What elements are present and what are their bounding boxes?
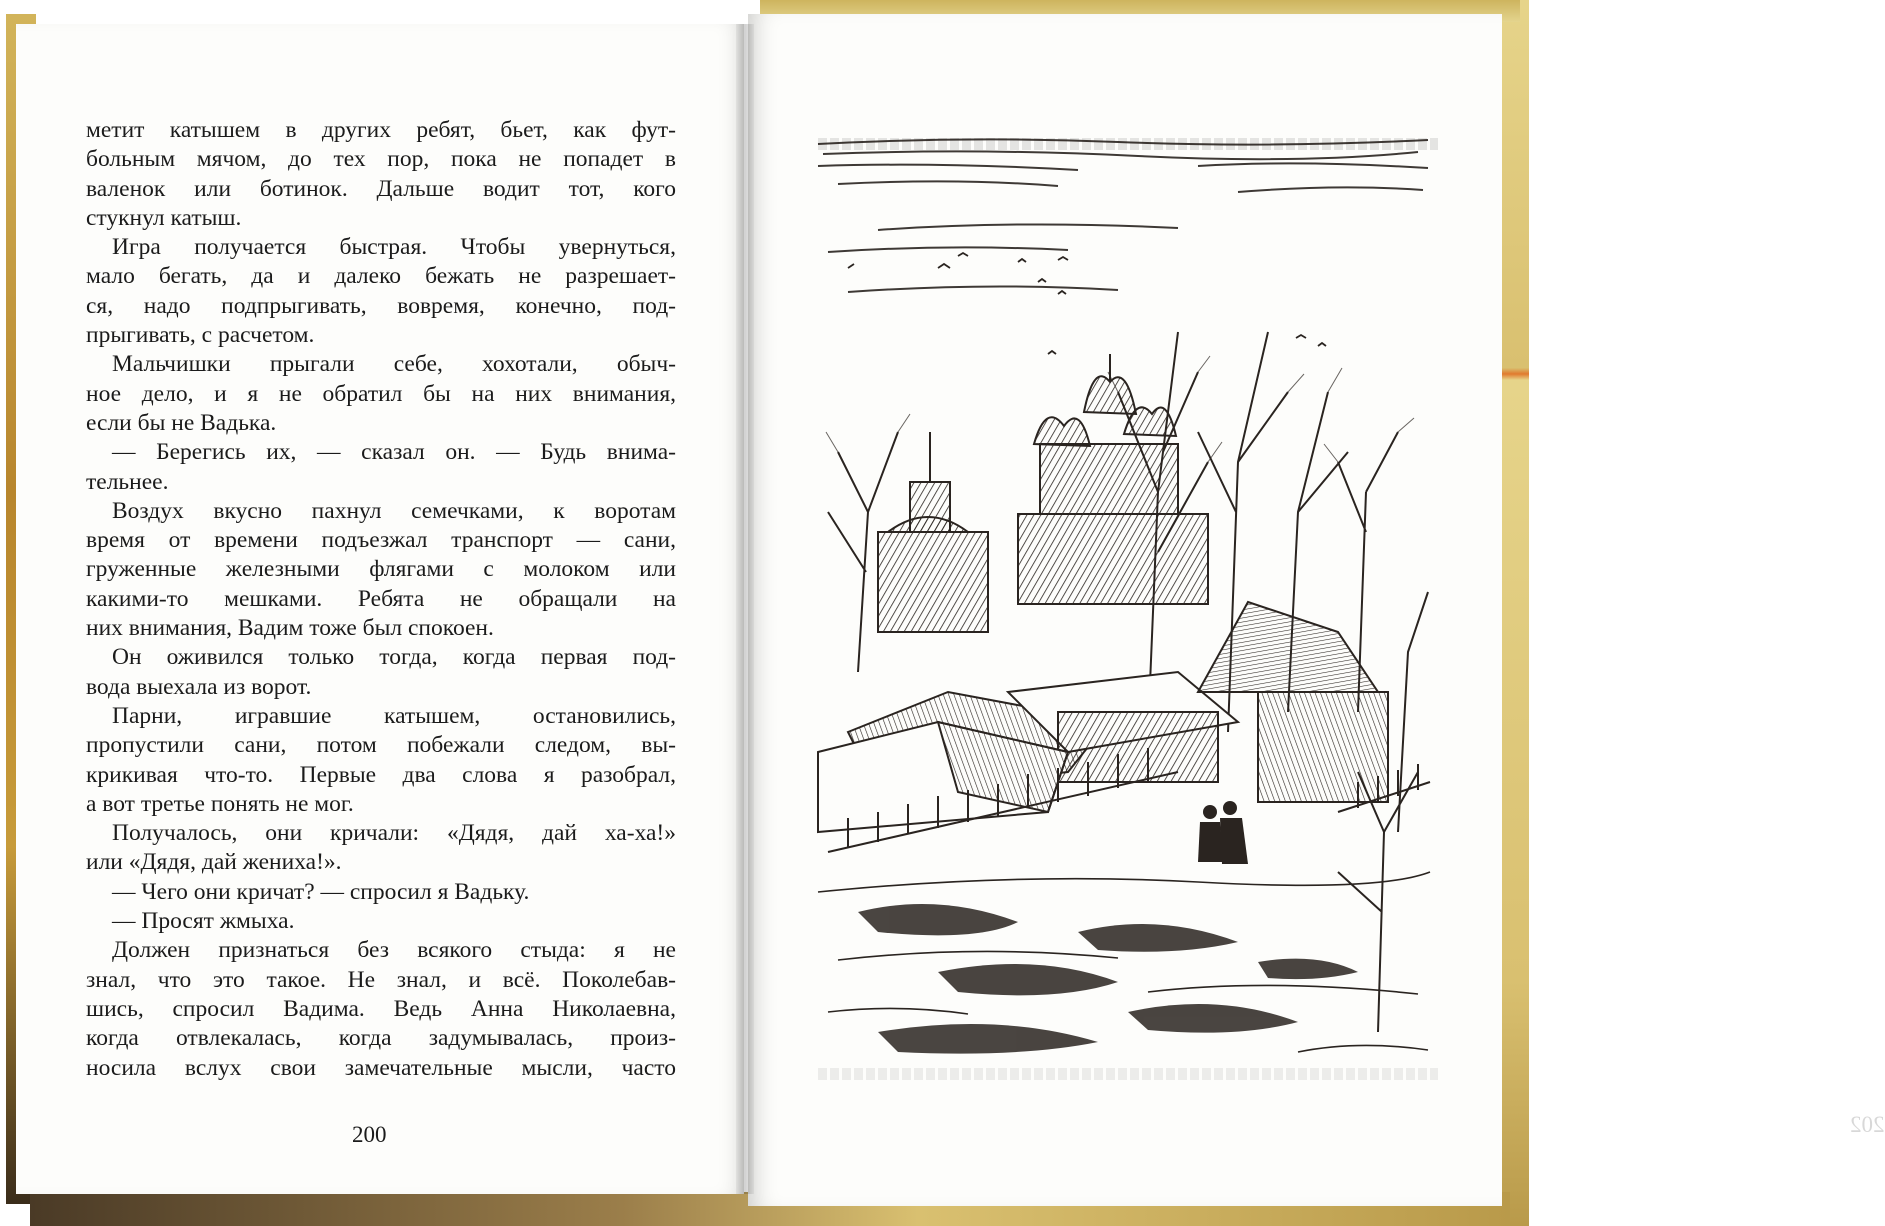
text-line: Должен признаться без всякого стыда: я не	[112, 937, 676, 964]
text-line: стукнул катыш.	[86, 204, 242, 231]
text-line: тельнее.	[86, 468, 169, 495]
text-line: а вот третье понять не мог.	[86, 790, 354, 817]
text-line: Игра получается быстрая. Чтобы увернуться,	[112, 234, 676, 261]
text-line: если бы не Вадька.	[86, 409, 277, 436]
text-line: носила вслух свои замечательные мысли, часто	[86, 1054, 676, 1081]
text-line: знал, что это такое. Не знал, и всё. Поколебав-	[86, 966, 676, 993]
text-paragraph	[86, 643, 676, 702]
text-paragraph	[86, 438, 676, 497]
body-text	[86, 116, 676, 1083]
text-line: валенок или ботинок. Дальше водит тот, кого	[86, 175, 676, 202]
text-paragraph	[86, 350, 676, 438]
text-paragraph	[86, 936, 676, 1082]
text-line: вода выехала из ворот.	[86, 673, 312, 700]
illustration-svg	[818, 132, 1436, 1060]
walking-figures	[1198, 801, 1248, 864]
text-line: прыгивать, с расчетом.	[86, 322, 315, 349]
left-page	[16, 24, 744, 1194]
text-paragraph	[86, 116, 676, 233]
text-line: мало бегать, да и далеко бежать не разрешает-	[86, 263, 676, 290]
text-paragraph	[86, 907, 676, 936]
text-line: — Чего они кричат? — спросил я Вадьку.	[112, 878, 530, 905]
text-paragraph	[86, 878, 676, 907]
bleed-through-text	[818, 1068, 1438, 1080]
text-line: или «Дядя, дай жениха!».	[86, 849, 342, 876]
text-line: больным мячом, до тех пор, пока не попадет в	[86, 146, 676, 173]
book-gutter	[736, 24, 754, 1194]
text-line: ся, надо подпрыгивать, вовремя, конечно, под-	[86, 292, 676, 319]
text-line: пропустили сани, потом побежали следом, вы-	[86, 732, 676, 759]
text-line: Мальчишки прыгали себе, хохотали, обыч-	[112, 351, 676, 378]
text-line: — Берегись их, — сказал он. — Будь внима-	[112, 439, 676, 466]
text-paragraph	[86, 497, 676, 643]
text-line: какими-то мешками. Ребята не обращали на	[86, 585, 676, 612]
text-line: когда отвлекалась, когда задумывалась, произ-	[86, 1025, 676, 1052]
text-line: шись, спросил Вадима. Ведь Анна Николаевна,	[86, 995, 676, 1022]
text-line: них внимания, Вадим тоже был спокоен.	[86, 615, 494, 642]
text-line: крикивая что-то. Первые два слова я разобрал,	[86, 761, 676, 788]
text-paragraph	[86, 819, 676, 878]
text-line: — Просят жмыха.	[112, 908, 295, 935]
text-line: Парни, игравшие катышем, остановились,	[112, 702, 676, 729]
text-paragraph	[86, 233, 676, 350]
text-line: Воздух вкусно пахнул семечками, к воротам	[112, 497, 676, 524]
text-line: ное дело, и я не обратил бы на них внимания,	[86, 380, 676, 407]
text-line: время от времени подъезжал транспорт — сани,	[86, 527, 676, 554]
text-line: Получалось, они кричали: «Дядя, дай ха-ха!»	[112, 820, 676, 847]
village-church-illustration	[818, 132, 1436, 1060]
page-number: 200	[352, 1122, 387, 1147]
text-line: метит катышем в других ребят, бьет, как фут-	[86, 117, 676, 143]
text-line: Он оживился только тогда, когда первая под-	[112, 644, 676, 671]
text-line: груженные железными флягами с молоком или	[86, 556, 676, 583]
text-paragraph	[86, 702, 676, 819]
bleed-through-page-number: 202	[1850, 1112, 1885, 1137]
church	[878, 376, 1208, 632]
